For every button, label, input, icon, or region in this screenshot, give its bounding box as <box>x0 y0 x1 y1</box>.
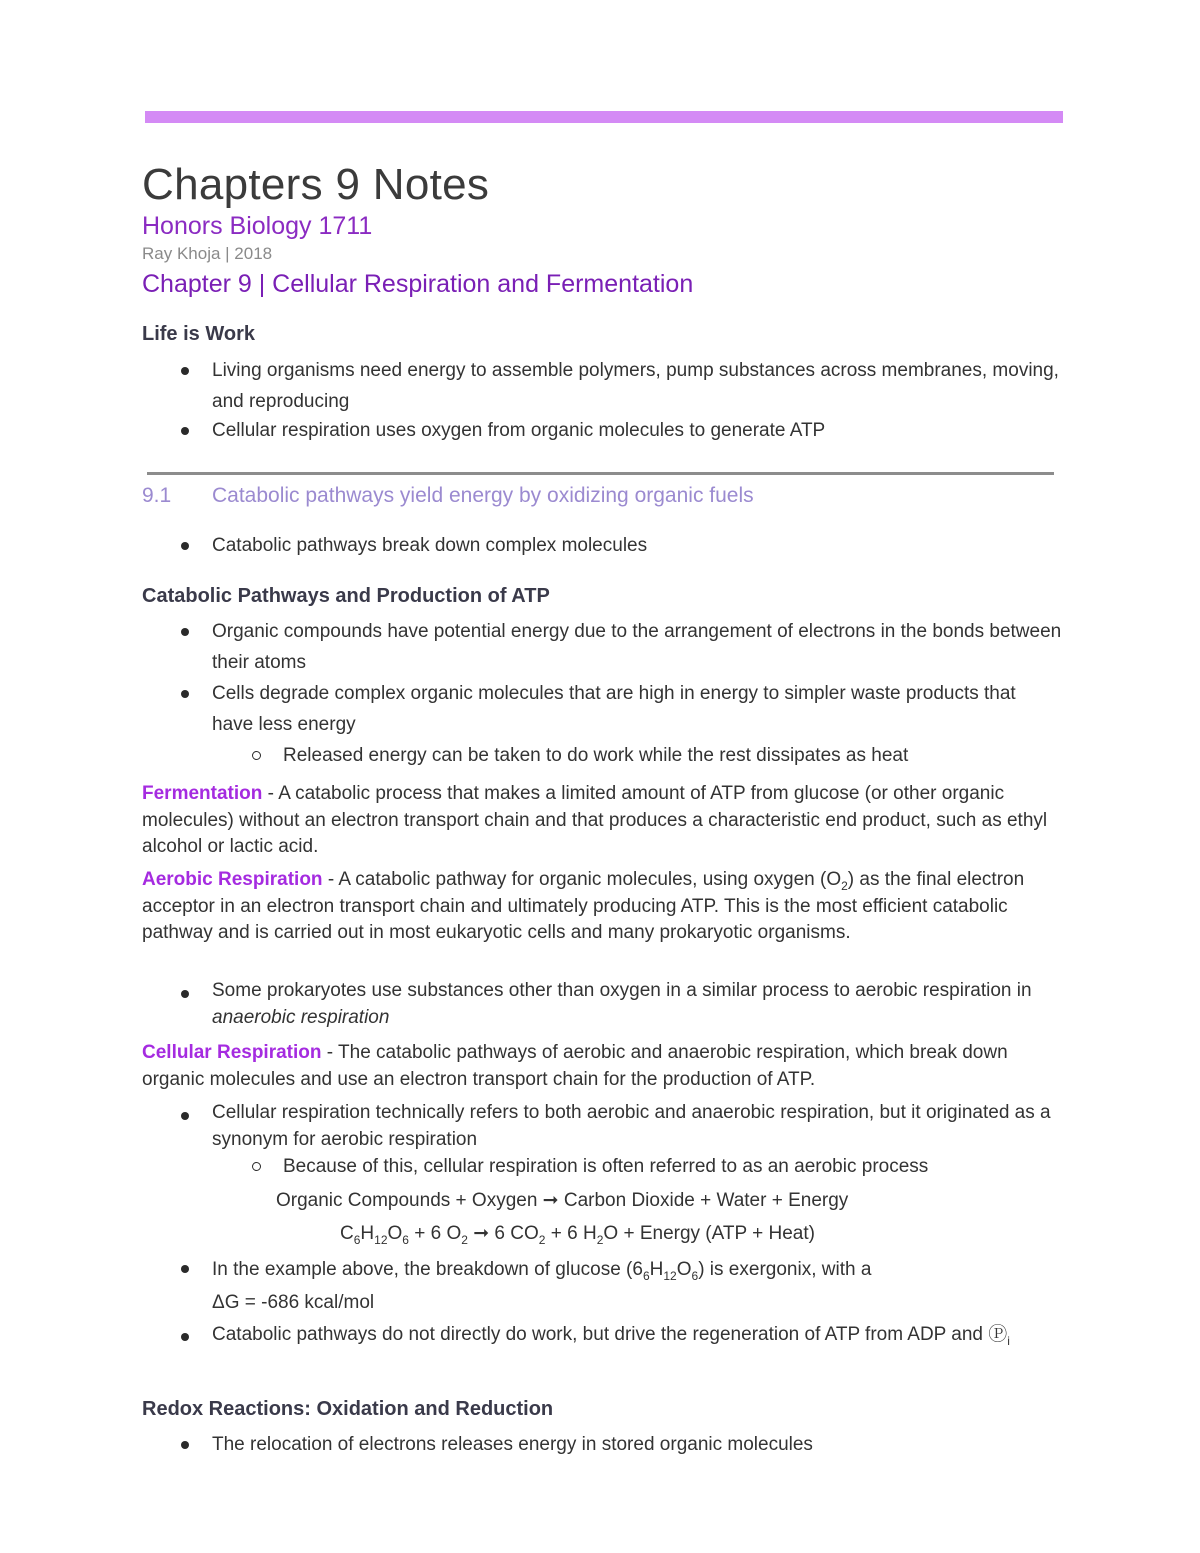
list-item: The relocation of electrons releases energy in stored organic molecules <box>212 1429 1062 1460</box>
definition-cellular-respiration <box>142 1040 1062 1093</box>
chapter-heading: Chapter 9 | Cellular Respiration and Fermentation <box>142 270 694 298</box>
subscript: 2 <box>841 879 848 893</box>
chemical-equation: $C_6H_{12}O_6 + 6$ $O_2$ ➞ 6 $CO_2 + 6$ $H_2O$ + Energy (ATP + Heat) <box>340 1223 815 1247</box>
term-cellular-respiration: Cellular Respiration <box>142 1042 322 1063</box>
heading-life-is-work: Life is Work <box>142 323 255 345</box>
heading-catabolic-pathways: Catabolic Pathways and Production of ATP <box>142 585 550 607</box>
list-item: Living organisms need energy to assemble polymers, pump substances across membranes, moving, and reproducing <box>212 355 1062 417</box>
definition-fermentation <box>142 781 1062 861</box>
header-accent-bar <box>145 111 1063 123</box>
definition-text: ) as the final electron acceptor in an electron transport chain and ultimately producing ATP. This is the most efficient catabolic pathway and is carried out in most eukaryotic cells and many prokaryotic organisms. <box>142 869 1025 943</box>
term-aerobic-respiration: Aerobic Respiration <box>142 869 323 890</box>
list-item: In the example above, the breakdown of glucose $(6_6H_{12}O_6)$ is exergonix, with a ΔG = -686 kcal/mol <box>212 1253 1062 1319</box>
sub-list-item: Released energy can be taken to do work while the rest dissipates as heat <box>283 740 1083 771</box>
heading-redox-reactions: Redox Reactions: Oxidation and Reduction <box>142 1398 554 1420</box>
list-item: Cells degrade complex organic molecules that are high in energy to simpler waste products that have less energy <box>212 678 1062 740</box>
list-item-text: Some prokaryotes use substances other than oxygen in a similar process to aerobic respiration in <box>212 980 1032 1001</box>
list-item: Cellular respiration uses oxygen from organic molecules to generate ATP <box>212 415 1062 446</box>
section-divider <box>147 472 1054 475</box>
list-item: Cellular respiration technically refers to both aerobic and anaerobic respiration, but it originated as a synonym for aerobic respiration <box>212 1100 1062 1153</box>
section-title: Catabolic pathways yield energy by oxidizing organic fuels <box>212 484 754 507</box>
page-title: Chapters 9 Notes <box>142 160 490 209</box>
list-item: Organic compounds have potential energy due to the arrangement of electrons in the bonds between their atoms <box>212 616 1062 678</box>
definition-aerobic-respiration <box>142 867 1062 947</box>
definition-text: - A catabolic pathway for organic molecules, using oxygen (O <box>322 869 842 890</box>
definition-text: - A catabolic process that makes a limited amount of ATP from glucose (or other organic molecules) without an electron transport chain and that produces a characteristic end product, such as ethyl alcohol or lactic acid. <box>142 783 1048 857</box>
list-item: Catabolic pathways do not directly do work, but drive the regeneration of ATP from ADP and $Ⓟ_i$ <box>212 1321 1062 1348</box>
definition-text: - The catabolic pathways of aerobic and anaerobic respiration, which break down organic molecules and use an electron transport chain for the production of ATP. <box>142 1042 1008 1090</box>
author-line: Ray Khoja | 2018 <box>142 244 273 263</box>
section-number: 9.1 <box>142 484 172 507</box>
phosphate-symbol: Ⓟ <box>988 1324 1008 1345</box>
term-fermentation: Fermentation <box>142 783 263 804</box>
sub-list-item: Because of this, cellular respiration is often referred to as an aerobic process <box>283 1151 1083 1182</box>
list-item: Catabolic pathways break down complex molecules <box>212 530 1062 561</box>
course-subtitle: Honors Biology 1711 <box>142 212 373 240</box>
word-equation: Organic Compounds + Oxygen ➞ Carbon Dioxide + Water + Energy <box>276 1190 849 1211</box>
emphasis-text: anaerobic respiration <box>212 1006 390 1028</box>
list-item <box>212 978 1062 1031</box>
